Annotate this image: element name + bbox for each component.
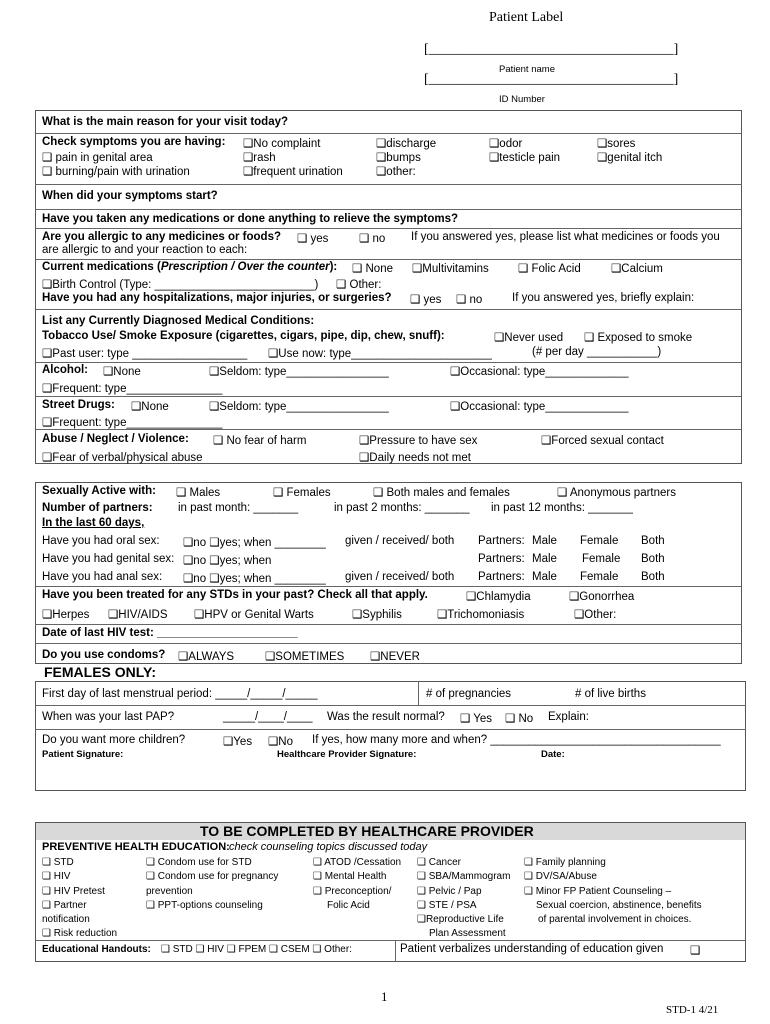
active-males[interactable]: ❑ Males xyxy=(176,487,221,499)
edu-condom-pregnancy-cont: prevention xyxy=(146,885,193,897)
children-how-many[interactable]: If yes, how many more and when? ____________________________________ xyxy=(312,734,721,746)
form-number: STD-1 4/21 xyxy=(666,1004,719,1016)
street-drugs-label: Street Drugs: xyxy=(42,399,115,411)
tobacco-per-day[interactable]: (# per day ___________) xyxy=(532,346,662,358)
handout-options[interactable]: ❑ STD ❑ HIV ❑ FPEM ❑ CSEM ❑ Other: xyxy=(161,944,352,955)
abuse-label: Abuse / Neglect / Violence: xyxy=(42,433,189,445)
med-none[interactable]: ❑ None xyxy=(352,263,393,275)
edu-ppt-options[interactable]: ❑ PPT-options counseling xyxy=(146,899,263,911)
more-children-label: Do you want more children? xyxy=(42,734,186,746)
education-col-3 xyxy=(313,856,401,913)
active-both[interactable]: ❑ Both males and females xyxy=(373,487,510,499)
symptom-discharge[interactable]: ❑discharge xyxy=(376,138,437,150)
menstrual-period-field[interactable]: First day of last menstrual period: _____/_____/_____ xyxy=(42,688,318,700)
edu-minor-fp-cont-1: Sexual coercion, abstinence, benefits xyxy=(536,899,702,911)
symptom-rash[interactable]: ❑rash xyxy=(243,152,276,164)
med-multivitamins[interactable]: ❑Multivitamins xyxy=(412,263,489,275)
education-col-4 xyxy=(417,856,510,942)
num-partners-label: Number of partners: xyxy=(42,502,153,514)
std-chlamydia[interactable]: ❑Chlamydia xyxy=(466,591,531,603)
partners-label-anal: Partners: xyxy=(478,571,525,583)
genital-male[interactable]: Male xyxy=(532,553,557,565)
tobacco-exposed[interactable]: ❑ Exposed to smoke xyxy=(584,332,693,344)
edu-condom-std[interactable]: ❑ Condom use for STD xyxy=(146,857,252,868)
alcohol-frequent[interactable]: ❑Frequent: type_______________ xyxy=(42,383,223,395)
anal-both[interactable]: Both xyxy=(641,571,665,583)
tobacco-label: Tobacco Use/ Smoke Exposure (cigarettes, cigars, pipe, dip, chew, snuff): xyxy=(42,330,445,342)
relief-question: Have you taken any medications or done anything to relieve the symptoms? xyxy=(42,213,459,225)
edu-hiv[interactable]: ❑ HIV xyxy=(42,871,71,883)
std-hpv[interactable]: ❑HPV or Genital Warts xyxy=(194,609,314,621)
visit-reason-question: What is the main reason for your visit today? xyxy=(42,116,289,128)
patient-name-caption: Patient name xyxy=(499,64,555,75)
id-number-caption: ID Number xyxy=(499,94,545,105)
educational-handouts-label: Educational Handouts: xyxy=(42,944,151,955)
oral-sex-options[interactable]: ❑no ❑yes; when ________ xyxy=(183,537,326,549)
std-herpes[interactable]: ❑Herpes xyxy=(42,609,90,621)
active-anonymous[interactable]: ❑ Anonymous partners xyxy=(557,487,676,499)
allergy-yes[interactable]: ❑ yes xyxy=(297,233,329,245)
provider-signature-label: Healthcare Provider Signature: xyxy=(277,749,417,760)
std-other[interactable]: ❑Other: xyxy=(574,609,617,621)
symptom-burning[interactable]: ❑ burning/pain with urination xyxy=(42,166,190,178)
abuse-daily-needs[interactable]: ❑Daily needs not met xyxy=(359,452,471,464)
alcohol-label: Alcohol: xyxy=(42,364,88,376)
patient-name-line[interactable]: [___________________________________] xyxy=(424,42,679,57)
abuse-no-fear[interactable]: ❑ No fear of harm xyxy=(213,435,307,447)
genital-sex-options[interactable]: ❑no ❑yes; when xyxy=(183,555,272,567)
symptom-testicle-pain[interactable]: ❑testicle pain xyxy=(489,152,561,164)
hosp-yes[interactable]: ❑ yes xyxy=(410,294,442,306)
symptom-genital-pain[interactable]: ❑ pain in genital area xyxy=(42,152,153,164)
symptom-frequent-urination[interactable]: ❑frequent urination xyxy=(243,166,343,178)
signature-date-label: Date: xyxy=(541,749,565,760)
allergy-question: Are you allergic to any medicines or foods? xyxy=(42,231,282,243)
verbalizes-checkbox[interactable]: ❑ xyxy=(690,945,701,957)
drugs-none[interactable]: ❑None xyxy=(131,401,169,413)
birth-control-field[interactable]: ❑Birth Control (Type: _________________________) xyxy=(42,279,319,291)
edu-pelvic-pap[interactable]: ❑ Pelvic / Pap xyxy=(417,885,482,897)
edu-dv-sa-abuse[interactable]: ❑ DV/SA/Abuse xyxy=(524,871,597,883)
anal-male[interactable]: Male xyxy=(532,571,557,583)
education-col-2 xyxy=(146,856,278,913)
std-trichomoniasis[interactable]: ❑Trichomoniasis xyxy=(437,609,525,621)
symptom-no-complaint[interactable]: ❑No complaint xyxy=(243,138,321,150)
symptom-genital-itch[interactable]: ❑genital itch xyxy=(597,152,663,164)
condoms-sometimes[interactable]: ❑SOMETIMES xyxy=(265,651,345,663)
edu-std[interactable]: ❑ STD xyxy=(42,857,74,868)
oral-female[interactable]: Female xyxy=(580,535,619,547)
std-hiv-aids[interactable]: ❑HIV/AIDS xyxy=(108,609,168,621)
edu-ste-psa[interactable]: ❑ STE / PSA xyxy=(417,899,477,911)
id-number-line[interactable]: [___________________________________] xyxy=(424,72,679,87)
drugs-occasional[interactable]: ❑Occasional: type_____________ xyxy=(450,401,629,413)
med-calcium[interactable]: ❑Calcium xyxy=(611,263,663,275)
edu-partner-cont: notification xyxy=(42,914,90,926)
abuse-verbal[interactable]: ❑Fear of verbal/physical abuse xyxy=(42,452,203,464)
hospitalization-question: Have you had any hospitalizations, major injuries, or surgeries? xyxy=(42,292,392,304)
symptom-bumps[interactable]: ❑bumps xyxy=(376,152,421,164)
symptom-odor[interactable]: ❑odor xyxy=(489,138,523,150)
preventive-education-label: PREVENTIVE HEALTH EDUCATION: xyxy=(42,841,230,853)
last-60-days-label: In the last 60 days, xyxy=(42,517,145,529)
edu-plan-assessment: Plan Assessment xyxy=(429,928,506,940)
edu-reproductive-life[interactable]: ❑Reproductive Life xyxy=(417,914,504,926)
edu-partner[interactable]: ❑ Partner xyxy=(42,899,87,911)
edu-minor-fp-cont-2: of parental involvement in choices. xyxy=(538,914,692,926)
edu-mental-health[interactable]: ❑ Mental Health xyxy=(313,871,387,883)
tobacco-use-now[interactable]: ❑Use now: type______________________ xyxy=(268,348,492,360)
edu-hiv-pretest[interactable]: ❑ HIV Pretest xyxy=(42,885,105,897)
abuse-pressure[interactable]: ❑Pressure to have sex xyxy=(359,435,478,447)
verbalizes-understanding-label: Patient verbalizes understanding of education given xyxy=(400,943,664,955)
genital-female[interactable]: Female xyxy=(582,553,621,565)
partners-past-12-months[interactable]: in past 12 months: _______ xyxy=(491,502,633,514)
edu-minor-fp[interactable]: ❑ Minor FP Patient Counseling – xyxy=(524,885,672,897)
pap-no[interactable]: ❑ No xyxy=(505,713,534,725)
condoms-never[interactable]: ❑NEVER xyxy=(370,651,420,663)
abuse-forced[interactable]: ❑Forced sexual contact xyxy=(541,435,664,447)
education-col-5 xyxy=(524,856,702,927)
pap-label: When was your last PAP? xyxy=(42,711,175,723)
tobacco-past-user[interactable]: ❑Past user: type __________________ xyxy=(42,348,248,360)
symptom-other[interactable]: ❑other: xyxy=(376,166,416,178)
condoms-label: Do you use condoms? xyxy=(42,649,166,661)
pap-normal-label: Was the result normal? xyxy=(327,711,445,723)
anal-female[interactable]: Female xyxy=(580,571,619,583)
education-col-1 xyxy=(42,856,117,942)
tobacco-never[interactable]: ❑Never used xyxy=(494,332,564,344)
partners-label-oral: Partners: xyxy=(478,535,525,547)
edu-folic-acid: Folic Acid xyxy=(327,899,370,911)
med-folic-acid[interactable]: ❑ Folic Acid xyxy=(518,263,581,275)
genital-sex-label: Have you had genital sex: xyxy=(42,553,175,565)
hiv-test-date-field[interactable]: Date of last HIV test: ______________________ xyxy=(42,627,298,639)
preventive-education-note: check counseling topics discussed today xyxy=(229,841,428,853)
hosp-note: If you answered yes, briefly explain: xyxy=(512,292,695,304)
live-births-field[interactable]: # of live births xyxy=(575,688,646,700)
oral-sex-label: Have you had oral sex: xyxy=(42,535,160,547)
oral-male[interactable]: Male xyxy=(532,535,557,547)
symptoms-label: Check symptoms you are having: xyxy=(42,136,226,148)
edu-cancer[interactable]: ❑ Cancer xyxy=(417,857,461,868)
children-no[interactable]: ❑No xyxy=(268,736,294,748)
alcohol-seldom[interactable]: ❑Seldom: type________________ xyxy=(209,366,389,378)
allergy-note: If you answered yes, please list what medicines or foods you xyxy=(411,231,720,243)
edu-atod[interactable]: ❑ ATOD /Cessation xyxy=(313,857,402,868)
symptom-sores[interactable]: ❑sores xyxy=(597,138,636,150)
condoms-always[interactable]: ❑ALWAYS xyxy=(178,651,235,663)
drugs-frequent[interactable]: ❑Frequent: type_______________ xyxy=(42,417,223,429)
page-number: 1 xyxy=(381,989,388,1004)
hosp-no[interactable]: ❑ no xyxy=(456,294,483,306)
std-history-question: Have you been treated for any STDs in your past? Check all that apply. xyxy=(42,589,428,601)
pap-explain: Explain: xyxy=(548,711,589,723)
provider-section-title: TO BE COMPLETED BY HEALTHCARE PROVIDER xyxy=(200,823,534,839)
edu-preconception[interactable]: ❑ Preconception/ xyxy=(313,885,392,897)
pap-yes[interactable]: ❑ Yes xyxy=(460,713,493,725)
edu-risk-reduction[interactable]: ❑ Risk reduction xyxy=(42,928,118,940)
current-meds-label: Current medications (Prescription / Over the counter): xyxy=(42,261,338,273)
allergy-no[interactable]: ❑ no xyxy=(359,233,386,245)
edu-condom-pregnancy[interactable]: ❑ Condom use for pregnancy xyxy=(146,871,279,883)
anal-sex-label: Have you had anal sex: xyxy=(42,571,163,583)
edu-family-planning[interactable]: ❑ Family planning xyxy=(524,857,606,868)
partners-past-month[interactable]: in past month: _______ xyxy=(178,502,299,514)
genital-both[interactable]: Both xyxy=(641,553,665,565)
patient-signature-label: Patient Signature: xyxy=(42,749,124,760)
females-only-heading: FEMALES ONLY: xyxy=(44,664,157,680)
edu-sba-mammogram[interactable]: ❑ SBA/Mammogram xyxy=(417,871,511,883)
med-other[interactable]: ❑ Other: xyxy=(336,279,382,291)
std-syphilis[interactable]: ❑Syphilis xyxy=(352,609,402,621)
sexually-active-label: Sexually Active with: xyxy=(42,485,156,497)
drugs-seldom[interactable]: ❑Seldom: type________________ xyxy=(209,401,389,413)
children-yes[interactable]: ❑Yes xyxy=(223,736,253,748)
allergy-note-2: are allergic to and your reaction to each: xyxy=(42,244,248,256)
partners-label-genital: Partners: xyxy=(478,553,525,565)
std-gonorrhea[interactable]: ❑Gonorrhea xyxy=(569,591,635,603)
partners-past-2-months[interactable]: in past 2 months: _______ xyxy=(334,502,470,514)
symptom-start-question: When did your symptoms start? xyxy=(42,190,218,202)
alcohol-none[interactable]: ❑None xyxy=(103,366,141,378)
alcohol-occasional[interactable]: ❑Occasional: type_____________ xyxy=(450,366,629,378)
oral-sex-given[interactable]: given / received/ both xyxy=(345,535,455,547)
anal-sex-options[interactable]: ❑no ❑yes; when ________ xyxy=(183,573,326,585)
active-females[interactable]: ❑ Females xyxy=(273,487,331,499)
patient-label-title: Patient Label xyxy=(489,10,564,25)
pregnancies-field[interactable]: # of pregnancies xyxy=(426,688,512,700)
conditions-question: List any Currently Diagnosed Medical Conditions: xyxy=(42,315,315,327)
anal-sex-given[interactable]: given / received/ both xyxy=(345,571,455,583)
pap-date-field[interactable]: _____/____/____ xyxy=(223,711,313,723)
oral-both[interactable]: Both xyxy=(641,535,665,547)
